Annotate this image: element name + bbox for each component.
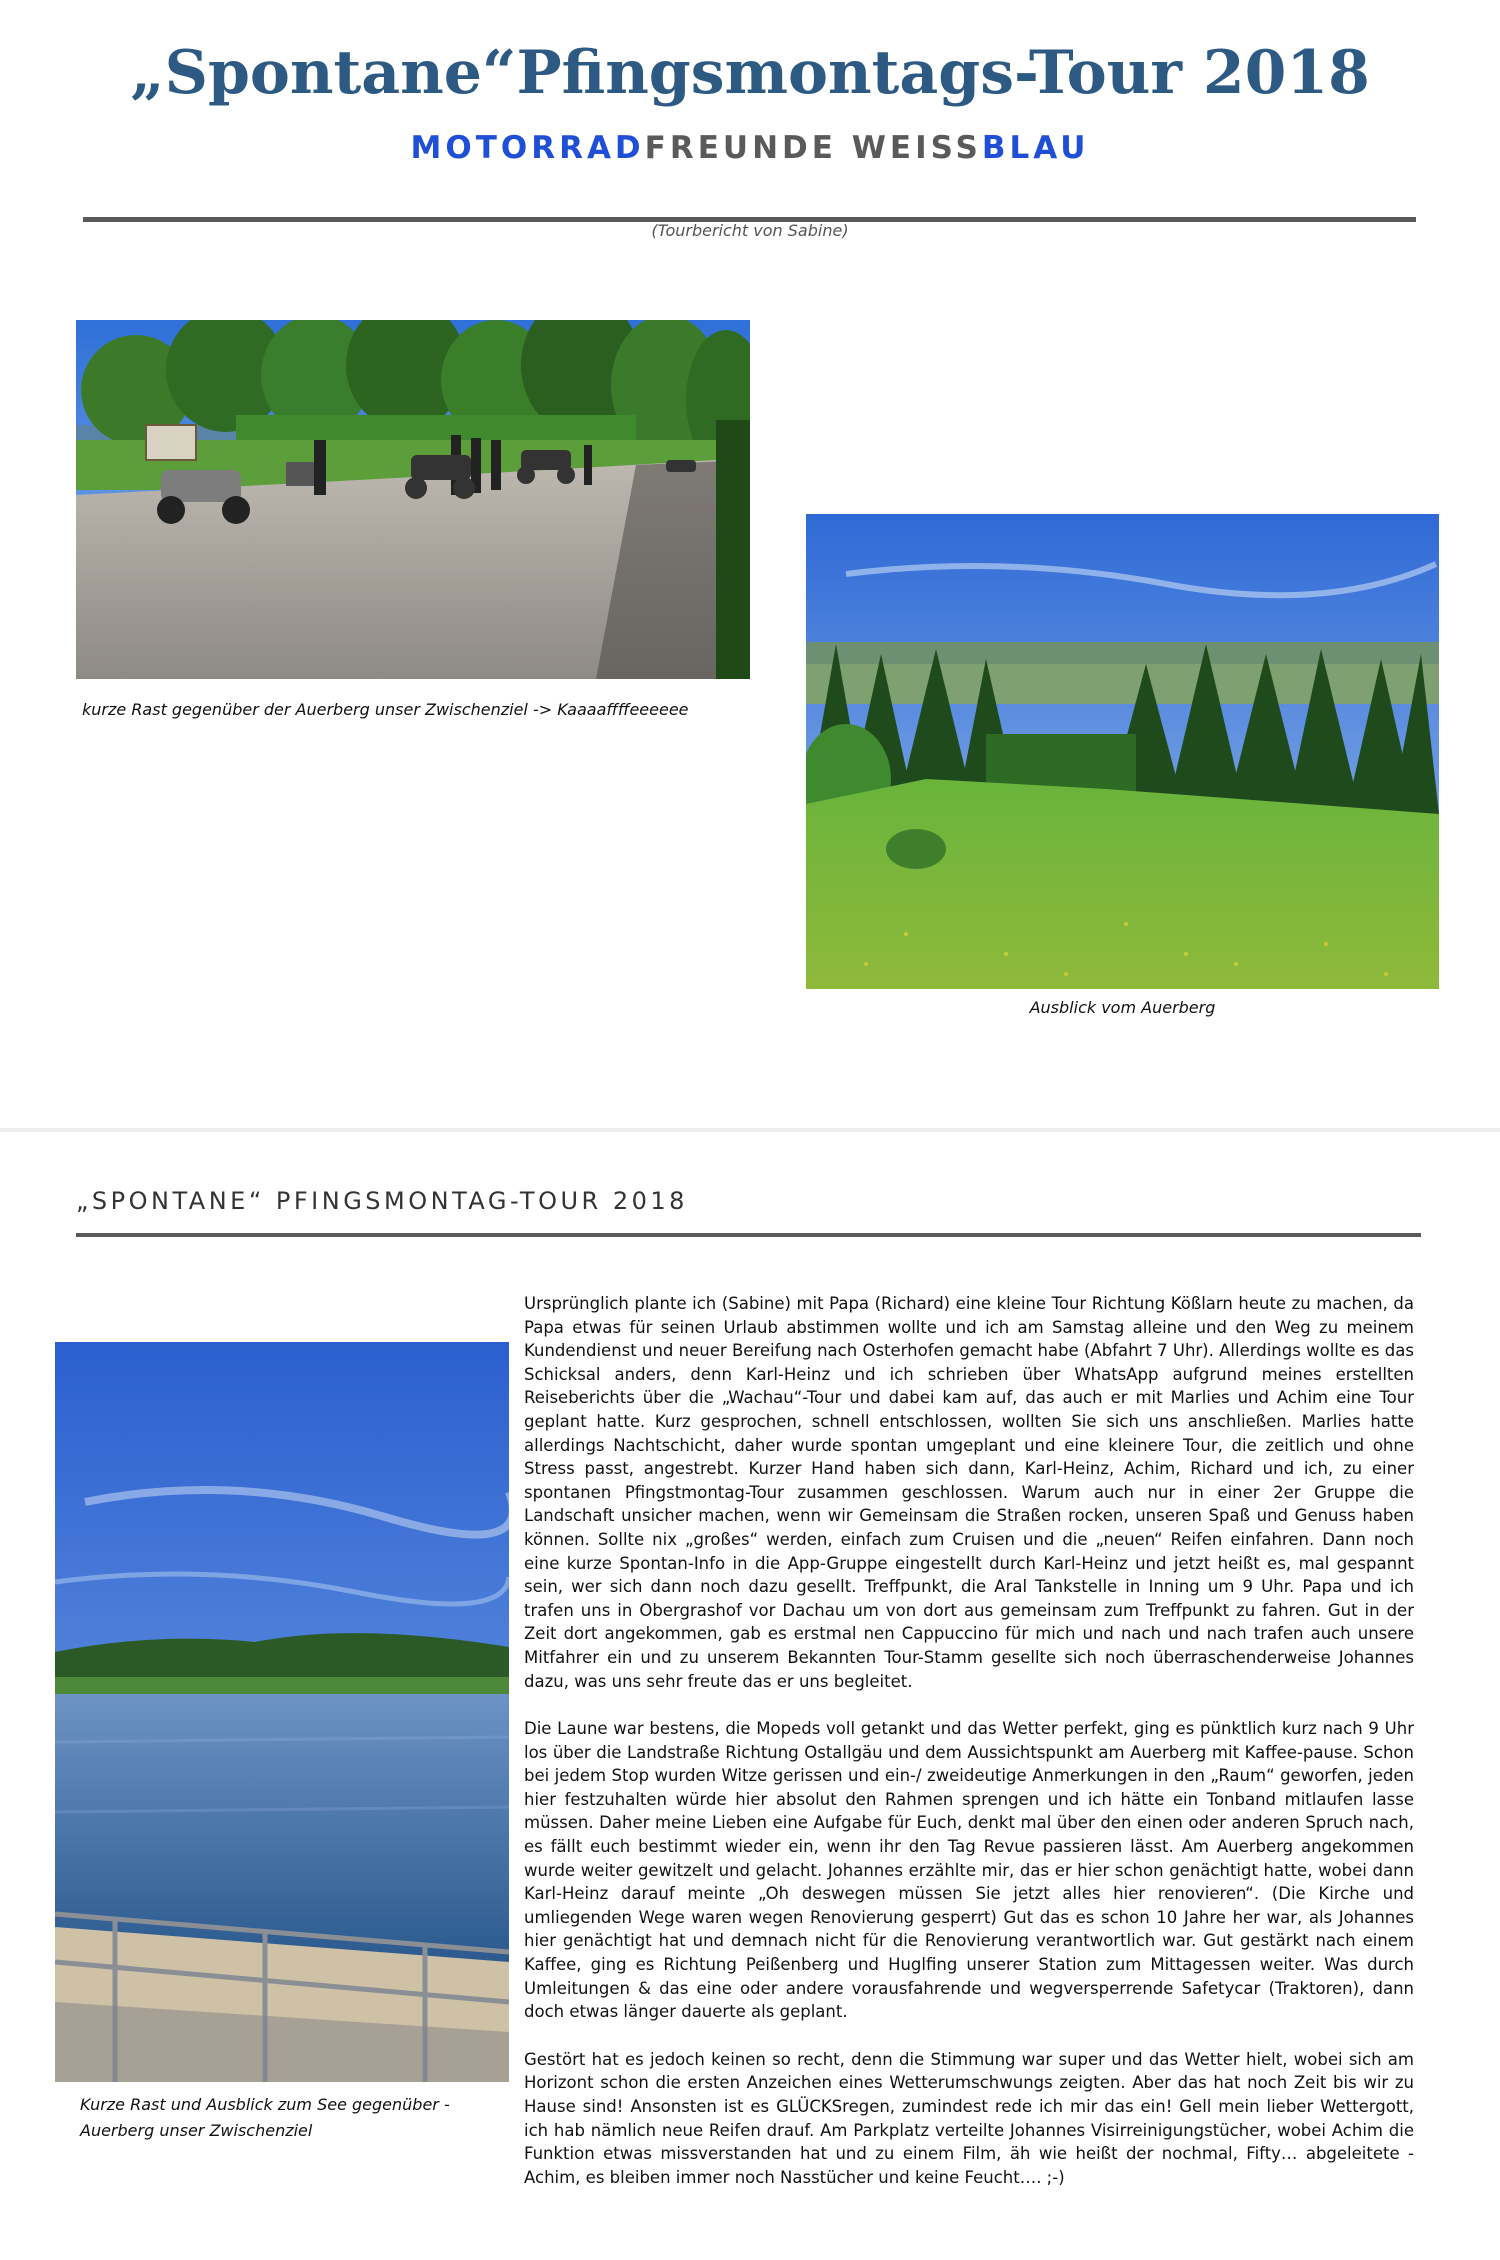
article-paragraph-2: Die Laune war bestens, die Mopeds voll getankt und das Wetter perfekt, ging es pünktlich kurz nach 9 Uhr los über die Landstraße Richtung Ostallgäu und dem Aussichtspunkt am Auerberg mit Kaffee-pause. Schon bei jedem Stop wurden Witze gerissen und ein-/ zweideutige Anmerkungen in den „Raum“ geworfen, jeden hier festzuhalten würde hier absolut den Rahmen sprengen und ich hätte ein Tonband mitlaufen lasse müssen. Daher meine Lieben eine Aufgabe für Euch, denkt mal über den einen oder anderen Spruch nach, es fällt euch bestimmt wieder ein, wenn ihr den Tag Revue passieren lässt. Am Auerberg angekommen wurde weiter gewitzelt und gelacht. Johannes erzählte mir, das er hier schon genächtigt hatte, wobei dann Karl-Heinz darauf meinte „Oh deswegen müssen Sie jetzt alles hier renovieren“. (Die Kirche und umliegenden Wege waren wegen Renovierung gesperrt) Gut das es schon 10 Jahre her war, als Johannes hier genächtigt hat und demnach nicht für die Renovierung verantwortlich war. Gut gestärkt nach einem Kaffee, ging es Richtung Peißenberg und Huglfing unserer Station zum Mittagessen weiter. Was durch Umleitungen & das eine oder andere vorausfahrende und wegversperrende Safetycar (Traktoren), dann doch etwas länger dauerte als geplant. xyxy=(524,1719,1414,2022)
photo-caption-lake-line-1: Kurze Rast und Ausblick zum See gegenüber - xyxy=(80,2095,450,2114)
photo-motorcycle-rest-stop-image xyxy=(76,320,750,679)
photo-motorcycle-rest-stop xyxy=(76,320,750,679)
photo-auerberg-view-image xyxy=(806,514,1439,989)
photo-caption-auerberg: Ausblick vom Auerberg xyxy=(1029,998,1216,1017)
article-divider xyxy=(76,1233,1421,1237)
author-byline: (Tourbericht von Sabine) xyxy=(651,221,849,240)
club-name-part-2: FREUNDE WEISS xyxy=(644,130,982,166)
photo-caption-rest-stop: kurze Rast gegenüber der Auerberg unser Zwischenziel -> Kaaaaffffeeeeee xyxy=(82,700,689,719)
article-paragraph-3: Gestört hat es jedoch keinen so recht, denn die Stimmung war super und das Wetter hielt, wobei sich am Horizont schon die ersten Anzeichen eines Wetterumschwungs zeigten. Aber das hat noch Zeit bis wir zu Hause sind! Ansonsten ist es GLÜCKSregen, zumindest rede ich mir das ein! Gell mein lieber Wettergott, ich hab nämlich neue Reifen drauf. Am Parkplatz verteilte Johannes Visirreinigungstücher, wobei Achim die Funktion etwas missverstanden hat und zu einem Film, äh wie heißt der nochmal, Fifty… abgeleitete - Achim, es bleiben immer noch Nasstücher und keine Feucht…. ;-) xyxy=(524,2049,1414,2187)
photo-caption-lake-line-2: Auerberg unser Zwischenziel xyxy=(80,2121,313,2140)
article-paragraph-1: Ursprünglich plante ich (Sabine) mit Papa (Richard) eine kleine Tour Richtung Kößlarn heute zu machen, da Papa etwas für seinen Urlaub abstimmen wollte und ich am Samstag alleine und den Weg zu meinem Kundendienst und neuer Bereifung nach Osterhofen gemacht habe (Abfahrt 7 Uhr). Allerdings wollte es das Schicksal anders, denn Karl-Heinz und ich schrieben über WhatsApp aufgrund meines erstellten Reiseberichts über die „Wachau“-Tour und dabei kam auf, das auch er mit Marlies und Achim eine Tour geplant hatte. Kurz gesprochen, schnell entschlossen, wollten Sie sich uns anschließen. Marlies hatte allerdings Nachtschicht, daher wurde spontan umgeplant und eine kleinere Tour, die zeitlich und ohne Stress passt, angestrebt. Kurzer Hand haben sich dann, Karl-Heinz, Achim, Richard und ich, zu einer spontanen Pfingstmontag-Tour zusammen geschlossen. Warum auch nur in einer 2er Gruppe die Landschaft unsicher machen, wenn wir Gemeinsam die Straßen rocken, unseren Spaß und Genuss haben können. Sollte nix „großes“ werden, einfach zum Cruisen und die „neuen“ Reifen einfahren. Dann noch eine kurze Spontan-Info in die App-Gruppe eingestellt durch Karl-Heinz und jetzt heißt es, mal gespannt sein, wer sich dann noch dazu gesellt. Treffpunkt, die Aral Tankstelle in Inning um 9 Uhr. Papa und ich trafen uns in Obergrashof vor Dachau um von dort aus gemeinsam zum Treffpunkt zu fahren. Gut in der Zeit dort angekommen, gab es erstmal nen Cappuccino für mich und nach und nach trafen auch unsere Mitfahrer ein und zu unserem Bekannten Tour-Stamm gesellte sich noch überraschenderweise Johannes dazu, was uns sehr freute das er uns begleitet. xyxy=(524,1294,1414,1691)
page-title: „Spontane“Pfingsmontags-Tour 2018 xyxy=(130,38,1370,108)
photo-caption-lake xyxy=(80,2092,520,2144)
photo-auerberg-view xyxy=(806,514,1439,989)
page-1 xyxy=(0,0,1500,1128)
photo-lake-view xyxy=(55,1342,509,2082)
photo-lake-view-image xyxy=(55,1342,509,2082)
club-name-part-1: MOTORRAD xyxy=(410,130,645,166)
club-name-part-3: BLAU xyxy=(981,130,1090,166)
club-name xyxy=(0,130,1500,166)
article-body xyxy=(524,1292,1414,2213)
article-heading: „SPONTANE“ PFINGSMONTAG-TOUR 2018 xyxy=(76,1187,688,1215)
